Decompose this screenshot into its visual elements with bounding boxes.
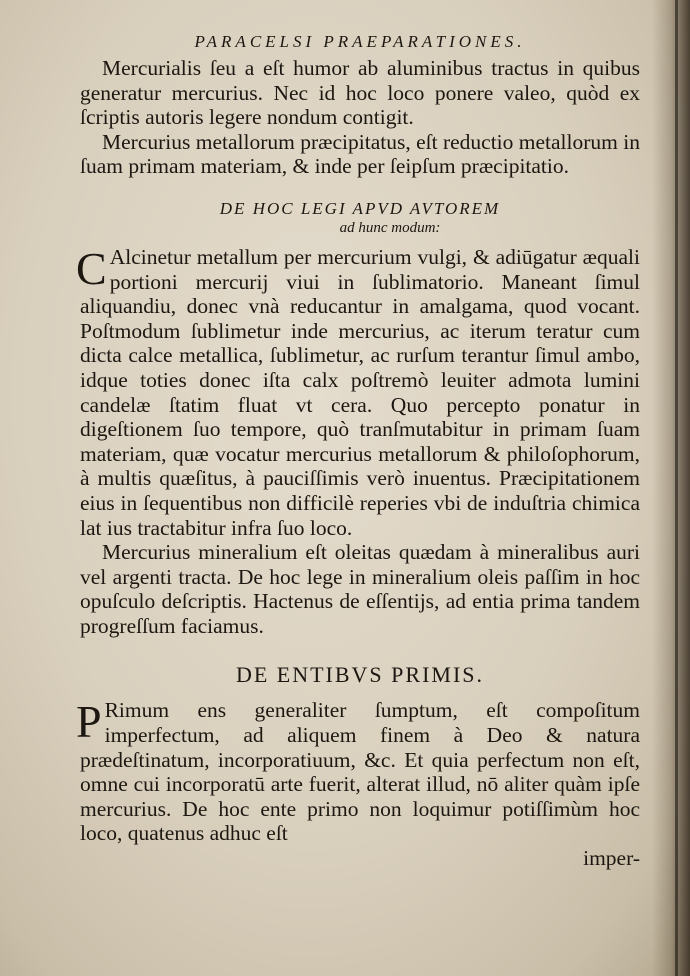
running-head: PARACELSI PRAEPARATIONES. <box>194 32 526 51</box>
paragraph-calcinetur-text: Alcinetur metallum per mercurium vulgi, & adiūgatur æquali portioni mercurij viui in ſublimatorio. Maneant ſimul aliquandiu, donec vnà reducantur in amalgama, quod vocant. Poſtmodum ſublimetur inde mercurius, ac iterum teratur cum dicta calce metallica, ſublimetur, ac rurſum terantur ſimul ambo, idque toties donec iſta calx poſtremò leuiter admota lumini candelæ ſtatim fluat vt cera. Quo percepto ponatur in digeſtionem ſuo tempore, quò tranſmutabitur in primam ſuam materiam, quæ vocatur mercurius metallorum & philoſophorum, à multis quæſitus, à pauciſſimis verò inuentus. Præcipitationem eius in ſequentibus non difficilè reperies vbi de induſtria chimica lat ius tractabitur infra ſuo loco. <box>80 244 640 540</box>
section-heading: DE HOC LEGI APVD AVTOREM <box>219 198 501 218</box>
paragraph-mercurius-metallorum: Mercurius metallorum præcipitatus, eſt reductio metallorum in ſuam primam materiam, & inde per ſeipſum præcipitatio. <box>80 129 640 179</box>
page-gutter-shadow <box>652 0 690 976</box>
drop-cap-c: C <box>76 242 107 294</box>
section-subheading: ad hunc modum: <box>339 219 441 236</box>
text-column <box>76 32 640 871</box>
drop-cap-p: P <box>76 696 102 748</box>
paragraph-primum-ens-text: Rimum ens generaliter ſumptum, eſt compoſitum imperfectum, ad aliquem finem à Deo & natura prædeſtinatum, incorporatiuum, &c. Et quia perfectum non eſt, omne cui incorporatū arte fuerit, alterat illud, nō aliter quàm ipſe mercurius. De hoc ente primo non loquimur potiſſimùm hoc loco, quatenus adhuc eſt <box>80 698 640 846</box>
paragraph-primum-ens <box>76 696 640 846</box>
page-edge <box>675 0 678 976</box>
paragraph-mercurius-mineralium: Mercurius mineralium eſt oleitas quædam à mineralibus auri vel argenti tracta. De hoc lege in mineralium oleis paſſim in hoc opuſculo deſcriptis. Hactenus de eſſentijs, ad entia prima tandem progreſſum faciamus. <box>80 540 640 638</box>
chapter-title: DE ENTIBVS PRIMIS. <box>235 662 485 688</box>
paragraph-mercurialis: Mercurialis ſeu a eſt humor ab aluminibus tractus in quibus generatur mercurius. Nec id hoc loco ponere valeo, quòd ex ſcriptis autoris legere nondum contigit. <box>80 56 640 130</box>
paragraph-calcinetur <box>76 242 640 540</box>
catchword: imper- <box>583 846 640 871</box>
